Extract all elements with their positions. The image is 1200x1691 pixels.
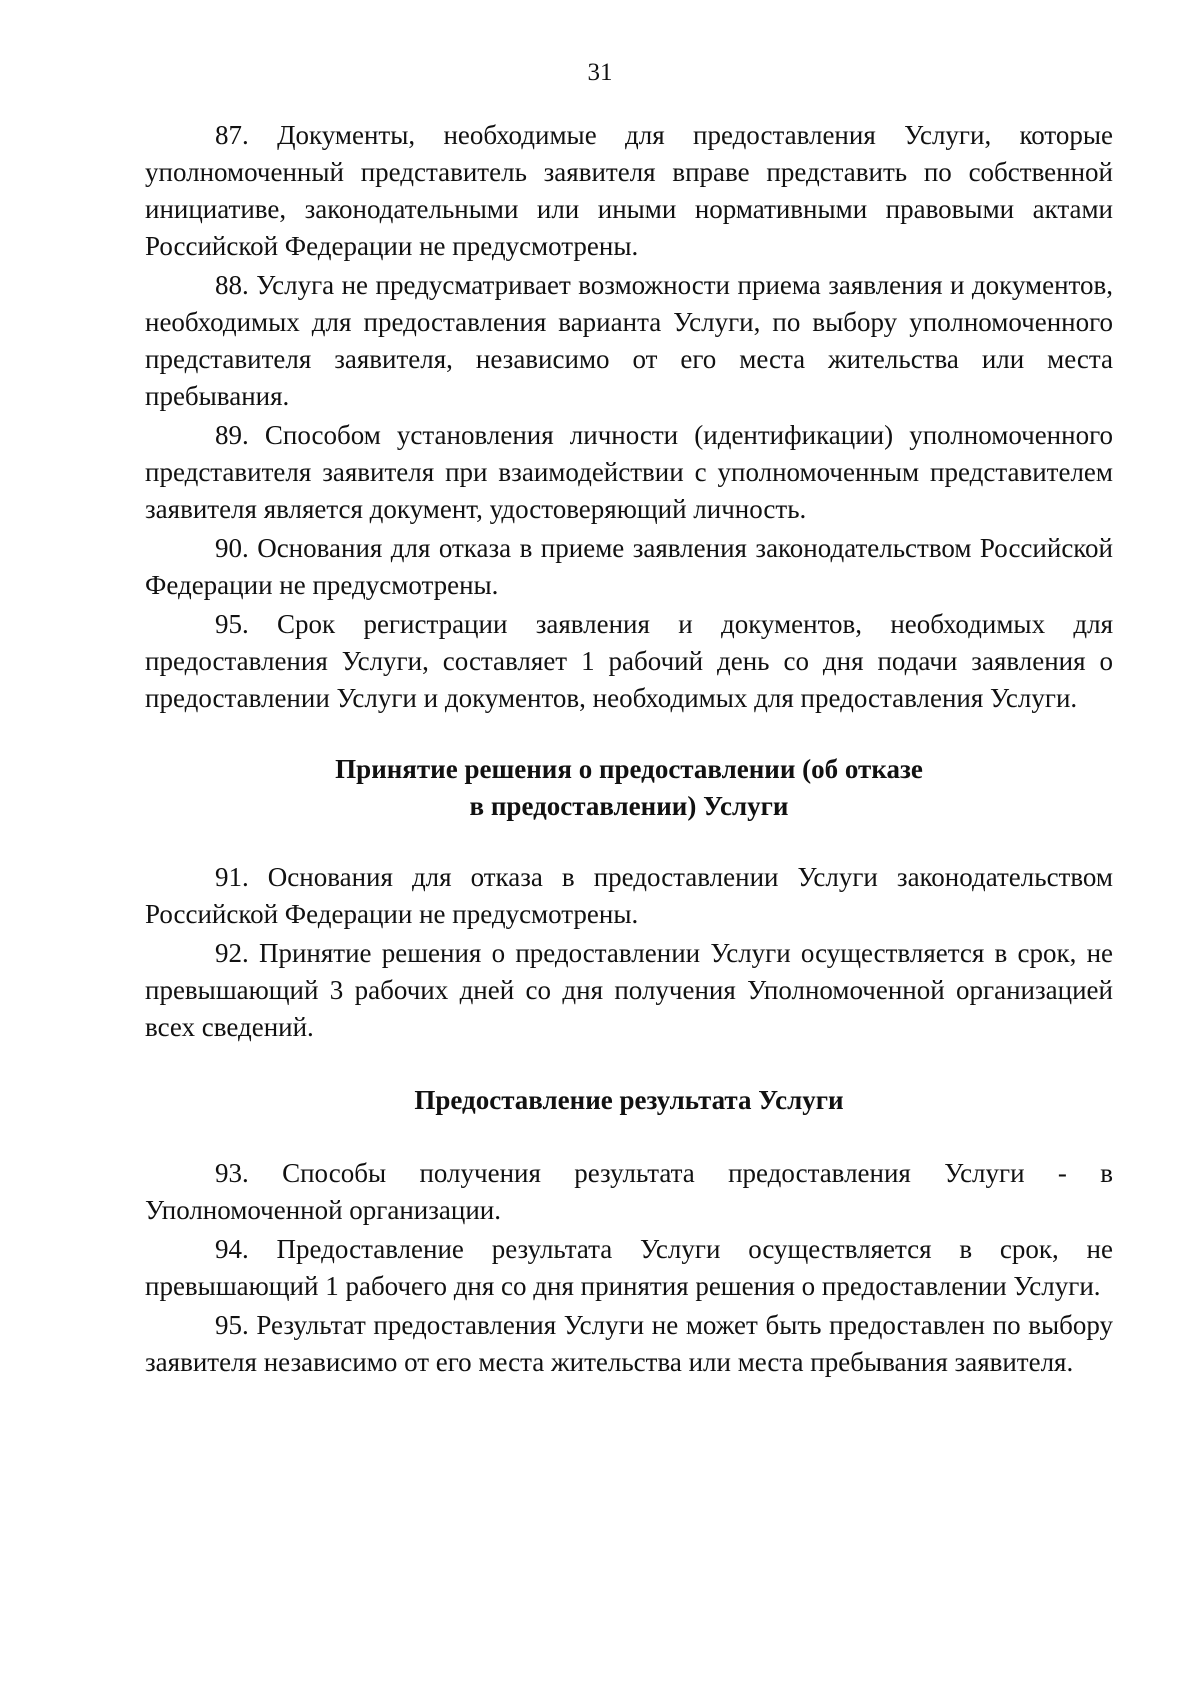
paragraph-88: 88. Услуга не предусматривает возможности приема заявления и документов, необходимых для предоставления варианта Услуги, по выбору уполномоченного представителя заявителя, независимо от его места жительства или места пребывания. (145, 270, 1113, 411)
section-heading-decision-line-1: Принятие решения о предоставлении (об отказе (335, 754, 923, 784)
section-heading-result: Предоставление результата Услуги (414, 1085, 844, 1115)
paragraph-93: 93. Способы получения результата предоставления Услуги - в Уполномоченной организации. (145, 1158, 1113, 1225)
page-number: 31 (587, 59, 613, 86)
paragraph-95-result: 95. Результат предоставления Услуги не может быть предоставлен по выбору заявителя независимо от его места жительства или места пребывания заявителя. (145, 1310, 1113, 1377)
paragraph-95-registration: 95. Срок регистрации заявления и документов, необходимых для предоставления Услуги, составляет 1 рабочий день со дня подачи заявления о предоставлении Услуги и документов, необходимых для предоставления Услуги. (145, 609, 1113, 713)
paragraph-94: 94. Предоставление результата Услуги осуществляется в срок, не превышающий 1 рабочего дня со дня принятия решения о предоставлении Услуги. (145, 1234, 1113, 1301)
section-heading-decision-line-2: в предоставлении) Услуги (469, 791, 789, 821)
paragraph-89: 89. Способом установления личности (идентификации) уполномоченного представителя заявителя при взаимодействии с уполномоченным представителем заявителя является документ, удостоверяющий личность. (145, 420, 1113, 524)
paragraph-90: 90. Основания для отказа в приеме заявления законодательством Российской Федерации не предусмотрены. (145, 533, 1113, 600)
document-body (145, 117, 1113, 1383)
paragraph-92: 92. Принятие решения о предоставлении Услуги осуществляется в срок, не превышающий 3 рабочих дней со дня получения Уполномоченной организацией всех сведений. (145, 938, 1113, 1042)
paragraph-91: 91. Основания для отказа в предоставлении Услуги законодательством Российской Федерации не предусмотрены. (145, 862, 1113, 929)
paragraph-87: 87. Документы, необходимые для предоставления Услуги, которые уполномоченный представитель заявителя вправе представить по собственной инициативе, законодательными или иными нормативными правовыми актами Российской Федерации не предусмотрены. (145, 120, 1113, 261)
section-heading-decision (145, 751, 1113, 825)
